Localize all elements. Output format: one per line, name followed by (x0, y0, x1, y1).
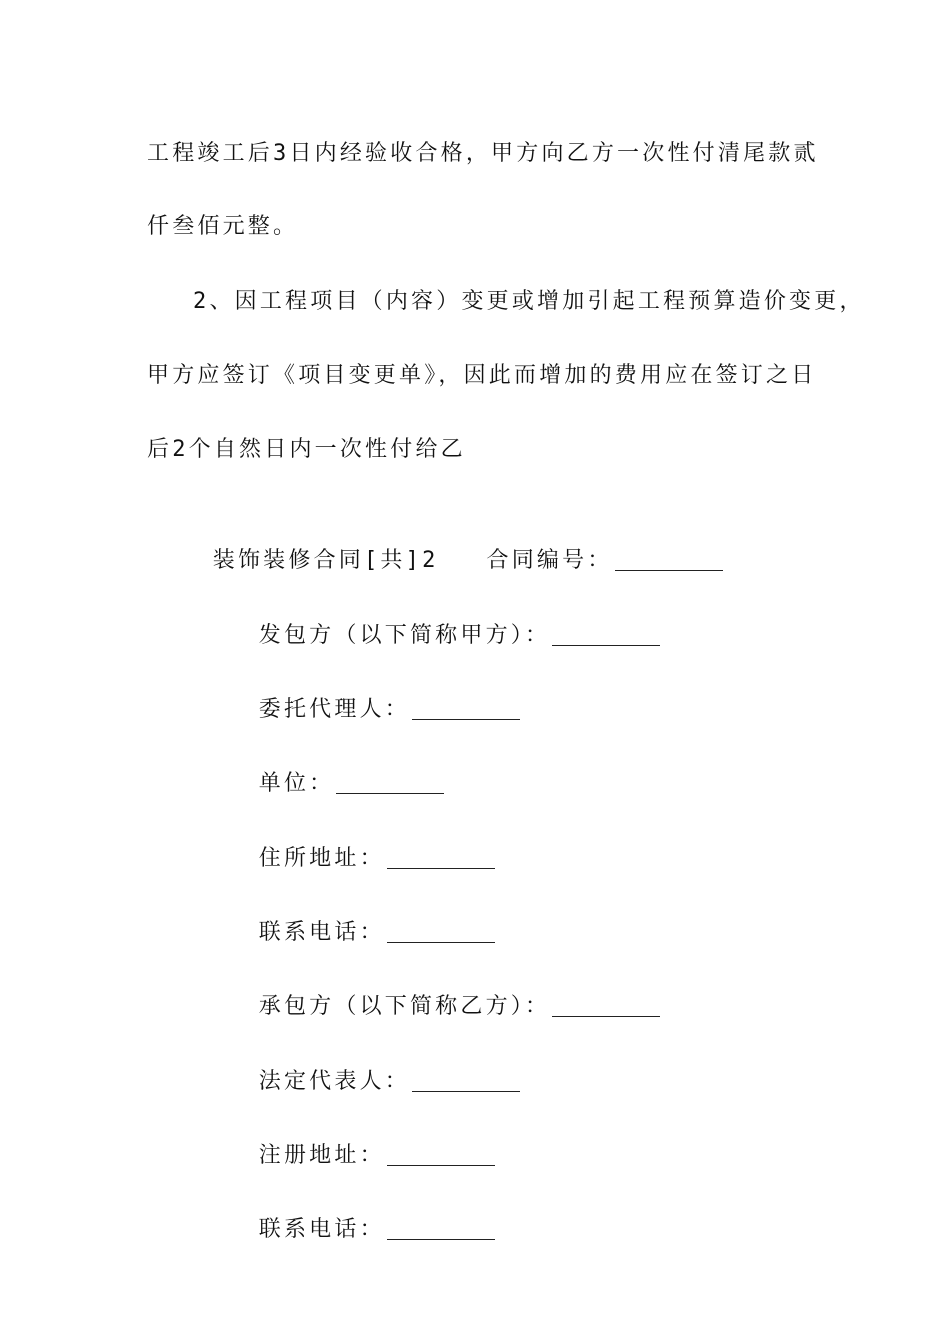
field-row-legal-rep (193, 1028, 520, 1094)
field-row-party-b (193, 953, 660, 1019)
field-label: 注册地址： (258, 1143, 385, 1168)
field-label: 联系电话： (258, 1217, 385, 1242)
contract-heading-line (147, 507, 723, 573)
field-row-registered-address (193, 1102, 495, 1168)
field-row-address-a (193, 805, 495, 871)
field-row-agent (193, 656, 520, 722)
fill-blank (412, 1069, 520, 1092)
paragraph-line: 仟叁佰元整。 (147, 214, 299, 239)
field-row-party-a (193, 582, 660, 648)
field-label: 法定代表人： (258, 1069, 410, 1094)
paragraph-line: 工程竣工后3日内经验收合格，甲方向乙方一次性付清尾款贰 (147, 141, 819, 166)
fill-blank (412, 697, 520, 720)
field-label: 单位： (258, 771, 335, 796)
fill-blank (552, 994, 660, 1017)
fill-blank (387, 920, 495, 943)
field-label: 住所地址： (258, 846, 385, 871)
contract-number-label: 合同编号： (486, 548, 613, 573)
contract-number-blank (615, 548, 723, 571)
field-label: 联系电话： (258, 920, 385, 945)
field-label: 发包方（以下简称甲方）： (258, 623, 551, 648)
field-label: 承包方（以下简称乙方）： (258, 994, 551, 1019)
field-label: 委托代理人： (258, 697, 410, 722)
fill-blank (552, 623, 660, 646)
fill-blank (387, 1143, 495, 1166)
paragraph-line: 后2个自然日内一次性付给乙 (147, 437, 466, 462)
field-row-phone-b (193, 1176, 495, 1242)
fill-blank (387, 846, 495, 869)
field-row-phone-a (193, 879, 495, 945)
paragraph-line: 甲方应签订《项目变更单》，因此而增加的费用应在签订之日 (147, 363, 817, 388)
paragraph-line: 2、因工程项目（内容）变更或增加引起工程预算造价变更， (193, 289, 865, 314)
fill-blank (336, 771, 444, 794)
field-row-unit (193, 730, 444, 796)
fill-blank (387, 1217, 495, 1240)
contract-title: 装饰装修合同[共]2 (212, 548, 439, 573)
